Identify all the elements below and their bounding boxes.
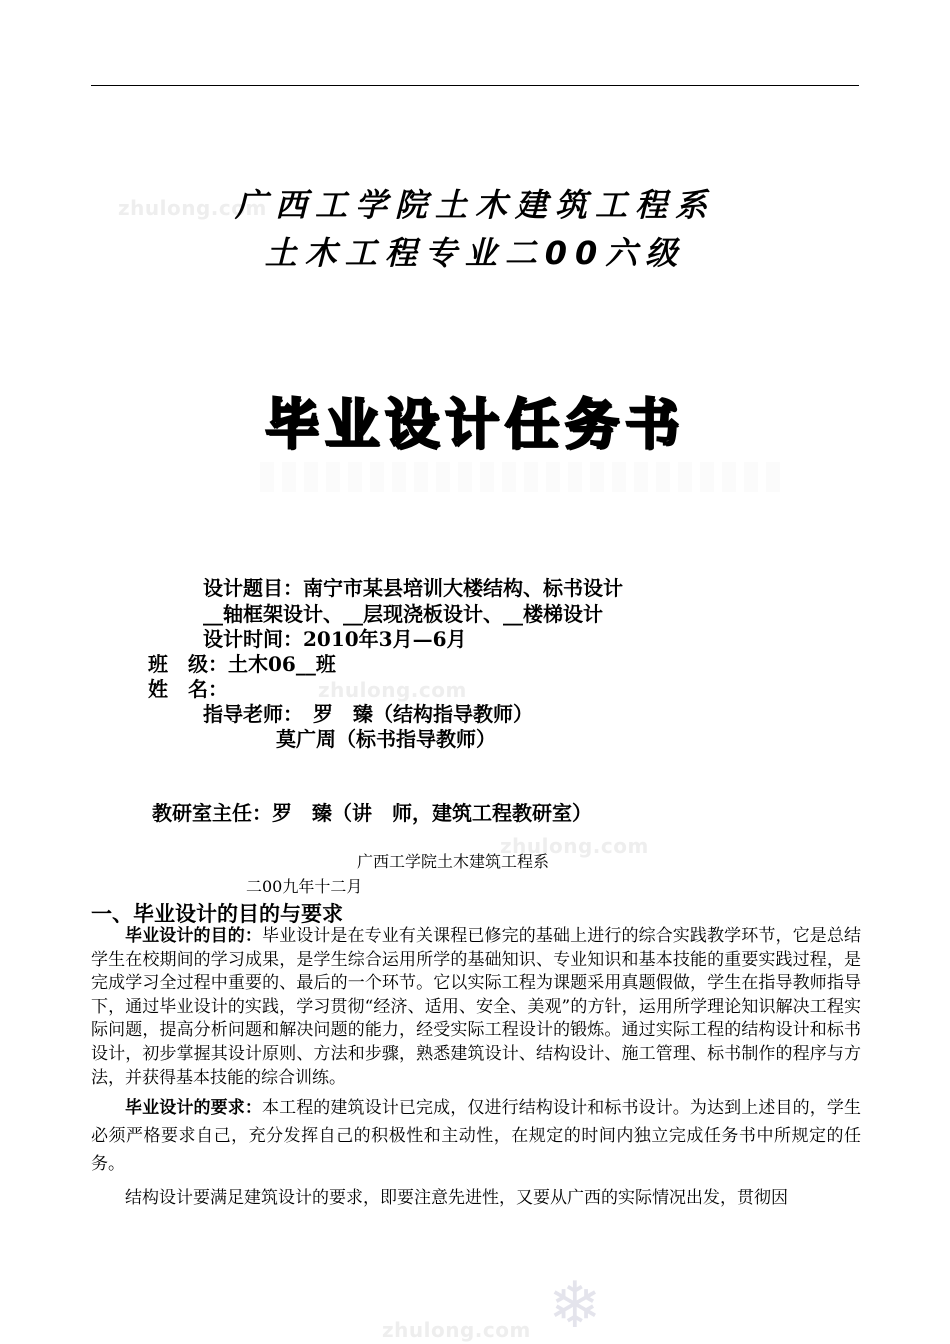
- watermark: zhulong.com: [500, 834, 649, 858]
- design-topic: 设计题目：南宁市某县培训大楼结构、标书设计: [203, 576, 623, 600]
- paragraph-requirements: [91, 1094, 861, 1178]
- director-line: 教研室主任：罗 臻（讲 师，建筑工程教研室）: [152, 801, 592, 825]
- paragraph-structure: 结构设计要满足建筑设计的要求，即要注意先进性，又要从广西的实际情况出发，贯彻因: [125, 1188, 788, 1208]
- paragraph-purpose: [91, 925, 861, 1090]
- issue-date: 二00九年十二月: [246, 877, 363, 896]
- top-rule: [91, 85, 859, 86]
- document-title: 毕业设计任务书: [265, 393, 685, 456]
- class-line: 班 级：土木06__班: [148, 652, 336, 676]
- snowflake-logo-icon: ❄: [548, 1269, 602, 1343]
- design-time: 设计时间：2010年3月—6月: [203, 627, 467, 651]
- watermark: zhulong.com: [318, 678, 467, 702]
- paragraph-text: 毕业设计是在专业有关课程已修完的基础上进行的综合实践教学环节，它是总结学生在校期间的学习成果，是学生综合运用所学的基础知识、专业知识和基本技能的重要实践过程，是完成学习全过程中重要的、最后的一个环节。它以实际工程为课题采用真题假做，学生在指导教师指导下，通过毕业设计的实践，学习贯彻“经济、适用、安全、美观”的方针，运用所学理论知识解决工程实际问题，提高分析问题和解决问题的能力，经受实际工程设计的锻炼。通过实际工程的结构设计和标书设计，初步掌握其设计原则、方法和步骤，熟悉建筑设计、结构设计、施工管理、标书制作的程序与方法，并获得基本技能的综合训练。: [91, 926, 861, 1088]
- institution-title: 广西工学院土木建筑工程系: [234, 186, 715, 224]
- name-line: 姓 名：: [148, 677, 228, 701]
- watermark: zhulong.com: [382, 1318, 531, 1342]
- department-signature: 广西工学院土木建筑工程系: [357, 852, 550, 871]
- advisor-line-2: 莫广周（标书指导教师）: [276, 727, 496, 751]
- paragraph-text: 本工程的建筑设计已完成，仅进行结构设计和标书设计。为达到上述目的，学生必须严格要求自己，充分发挥自己的积极性和主动性，在规定的时间内独立完成任务书中所规定的任务。: [91, 1098, 861, 1174]
- section-heading: 一、毕业设计的目的与要求: [91, 901, 343, 926]
- advisor-line: 指导老师： 罗 臻（结构指导教师）: [203, 702, 533, 726]
- design-items: __轴框架设计、__层现浇板设计、__楼梯设计: [203, 602, 603, 626]
- watermark: zhulong.com: [118, 196, 267, 220]
- paragraph-label: 毕业设计的要求：: [125, 1098, 262, 1118]
- paragraph-label: 毕业设计的目的：: [125, 926, 262, 946]
- faint-background-band: [260, 462, 780, 492]
- major-grade-title: 土木工程专业二00六级: [264, 234, 686, 272]
